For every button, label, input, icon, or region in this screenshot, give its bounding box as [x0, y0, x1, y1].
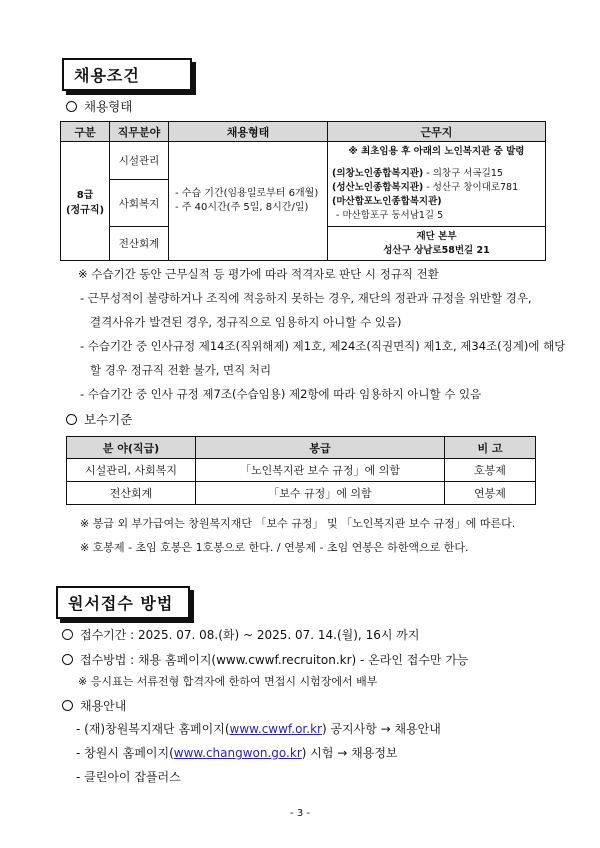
table-row: [67, 482, 536, 505]
section-title-conditions: [62, 58, 192, 91]
cwwf-link[interactable]: www.cwwf.or.kr: [229, 722, 322, 736]
note-line: ※ 호봉제 - 초임 호봉은 1호봉으로 한다. / 연봉제 - 초임 연봉은 하한액으로 한다.: [80, 541, 469, 554]
subheading-text: 보수기준: [84, 412, 133, 427]
workplace-head: ※ 최초임용 후 아래의 노인복지관 중 발령: [348, 146, 525, 157]
grade-text: 8급: [76, 190, 94, 201]
section-title-text: 채용조건: [74, 66, 140, 85]
workplace-line: [332, 167, 541, 181]
changwon-link[interactable]: www.changwon.go.kr: [173, 746, 302, 760]
header-cell: 채용형태: [169, 122, 328, 142]
circle-bullet-icon: [66, 414, 77, 425]
note-line: ※ 수습기간 동안 근무실적 등 평가에 따라 적격자로 판단 시 정규직 전환: [78, 267, 439, 281]
period-text: 접수기간 : 2025. 07. 08.(화) ~ 2025. 07. 14.(월), 16시 까지: [80, 628, 420, 642]
subheading-employment-type: [66, 97, 132, 115]
grade-sub-text: (정규직): [65, 205, 105, 216]
headquarters-cell: [328, 227, 546, 261]
subheading-salary: [66, 410, 132, 428]
section-title-application: [56, 586, 190, 619]
table-cell: 「노인복지관 보수 규정」에 의함: [196, 459, 445, 482]
workplace-line: [332, 181, 541, 195]
hq-name: 재단 본부: [416, 230, 457, 242]
header-cell: 구분: [61, 122, 110, 142]
guide-line: - 클린아이 잡플러스: [76, 770, 181, 784]
employment-table: [60, 121, 546, 261]
guide-text: ) 공지사항 → 채용안내: [321, 722, 441, 736]
table-row: [67, 459, 536, 482]
subheading-text: 채용형태: [84, 99, 133, 114]
subheading-text: 채용안내: [80, 699, 127, 713]
table-cell: 호봉제: [445, 459, 536, 482]
center-name: (마산합포노인종합복지관): [332, 196, 442, 207]
workplace-cell: [328, 142, 546, 227]
header-cell: 봉급: [196, 437, 445, 459]
guide-line: [76, 745, 398, 761]
note-line: ※ 봉급 외 부가급여는 창원복지재단 「보수 규정」 및 「노인복지관 보수 규정」에 따른다.: [80, 517, 516, 530]
application-method: [62, 651, 469, 668]
header-cell: 비 고: [445, 437, 536, 459]
center-name: (성산노인종합복지관): [332, 182, 424, 193]
workplace-line: [332, 195, 541, 209]
circle-bullet-icon: [62, 700, 73, 711]
table-cell: 시설관리, 사회복지: [67, 459, 196, 482]
center-name: (의창노인종합복지관): [332, 168, 424, 179]
grade-cell: [61, 142, 110, 261]
header-cell: 근무지: [328, 122, 546, 142]
employment-line: - 수습 기간(임용일로부터 6개월): [175, 188, 319, 199]
header-cell: 직무분야: [110, 122, 169, 142]
method-note: ※ 응시표는 서류전형 합격자에 한하여 면접시 시험장에서 배부: [78, 675, 378, 688]
note-line: 결격사유가 발견된 경우, 정규직으로 임용하지 아니할 수 있음): [90, 315, 402, 329]
subheading-guide: [62, 697, 126, 714]
circle-bullet-icon: [66, 101, 77, 112]
field-cell: 사회복지: [110, 180, 169, 227]
center-address: - 마산합포구 동서남1길 5: [336, 210, 444, 221]
section-title-text: 원서접수 방법: [68, 594, 174, 613]
employment-cell: [169, 142, 328, 261]
salary-table: [66, 436, 536, 505]
hq-address: 성산구 상남로58번길 21: [383, 244, 490, 256]
note-line: 할 경우 정규직 전환 불가, 면직 처리: [90, 363, 272, 377]
guide-text: ) 시험 → 채용정보: [301, 746, 398, 760]
guide-line: [76, 721, 441, 737]
field-cell: 전산회계: [110, 227, 169, 261]
page-number: - 3 -: [290, 808, 310, 819]
table-cell: 「보수 규정」에 의함: [196, 482, 445, 505]
center-address: - 성산구 창이대로781: [423, 182, 519, 193]
method-text: 접수방법 : 채용 홈페이지(www.cwwf.recruiton.kr) - 온라인 접수만 가능: [80, 653, 469, 667]
employment-line: - 주 40시간(주 5일, 8시간/일): [175, 202, 309, 213]
guide-text: - (재)창원복지재단 홈페이지(: [76, 722, 230, 736]
guide-text: - 창원시 홈페이지(: [76, 746, 174, 760]
circle-bullet-icon: [62, 629, 73, 640]
note-line: - 근무성적이 불량하거나 조직에 적응하지 못하는 경우, 재단의 정관과 규정을 위반할 경우,: [80, 291, 532, 305]
workplace-line: [332, 209, 541, 223]
center-address: - 의창구 서곡길15: [423, 168, 503, 179]
application-period: [62, 626, 419, 643]
header-cell: 분 야(직급): [67, 437, 196, 459]
note-line: - 수습기간 중 인사 규정 제7조(수습임용) 제2항에 따라 임용하지 아니할 수 있음: [80, 387, 482, 401]
table-cell: 연봉제: [445, 482, 536, 505]
circle-bullet-icon: [62, 654, 73, 665]
field-cell: 시설관리: [110, 142, 169, 180]
note-line: - 수습기간 중 인사규정 제14조(직위해제) 제1호, 제24조(직권면직) 제1호, 제34조(징계)에 해당: [80, 339, 566, 353]
table-cell: 전산회계: [67, 482, 196, 505]
